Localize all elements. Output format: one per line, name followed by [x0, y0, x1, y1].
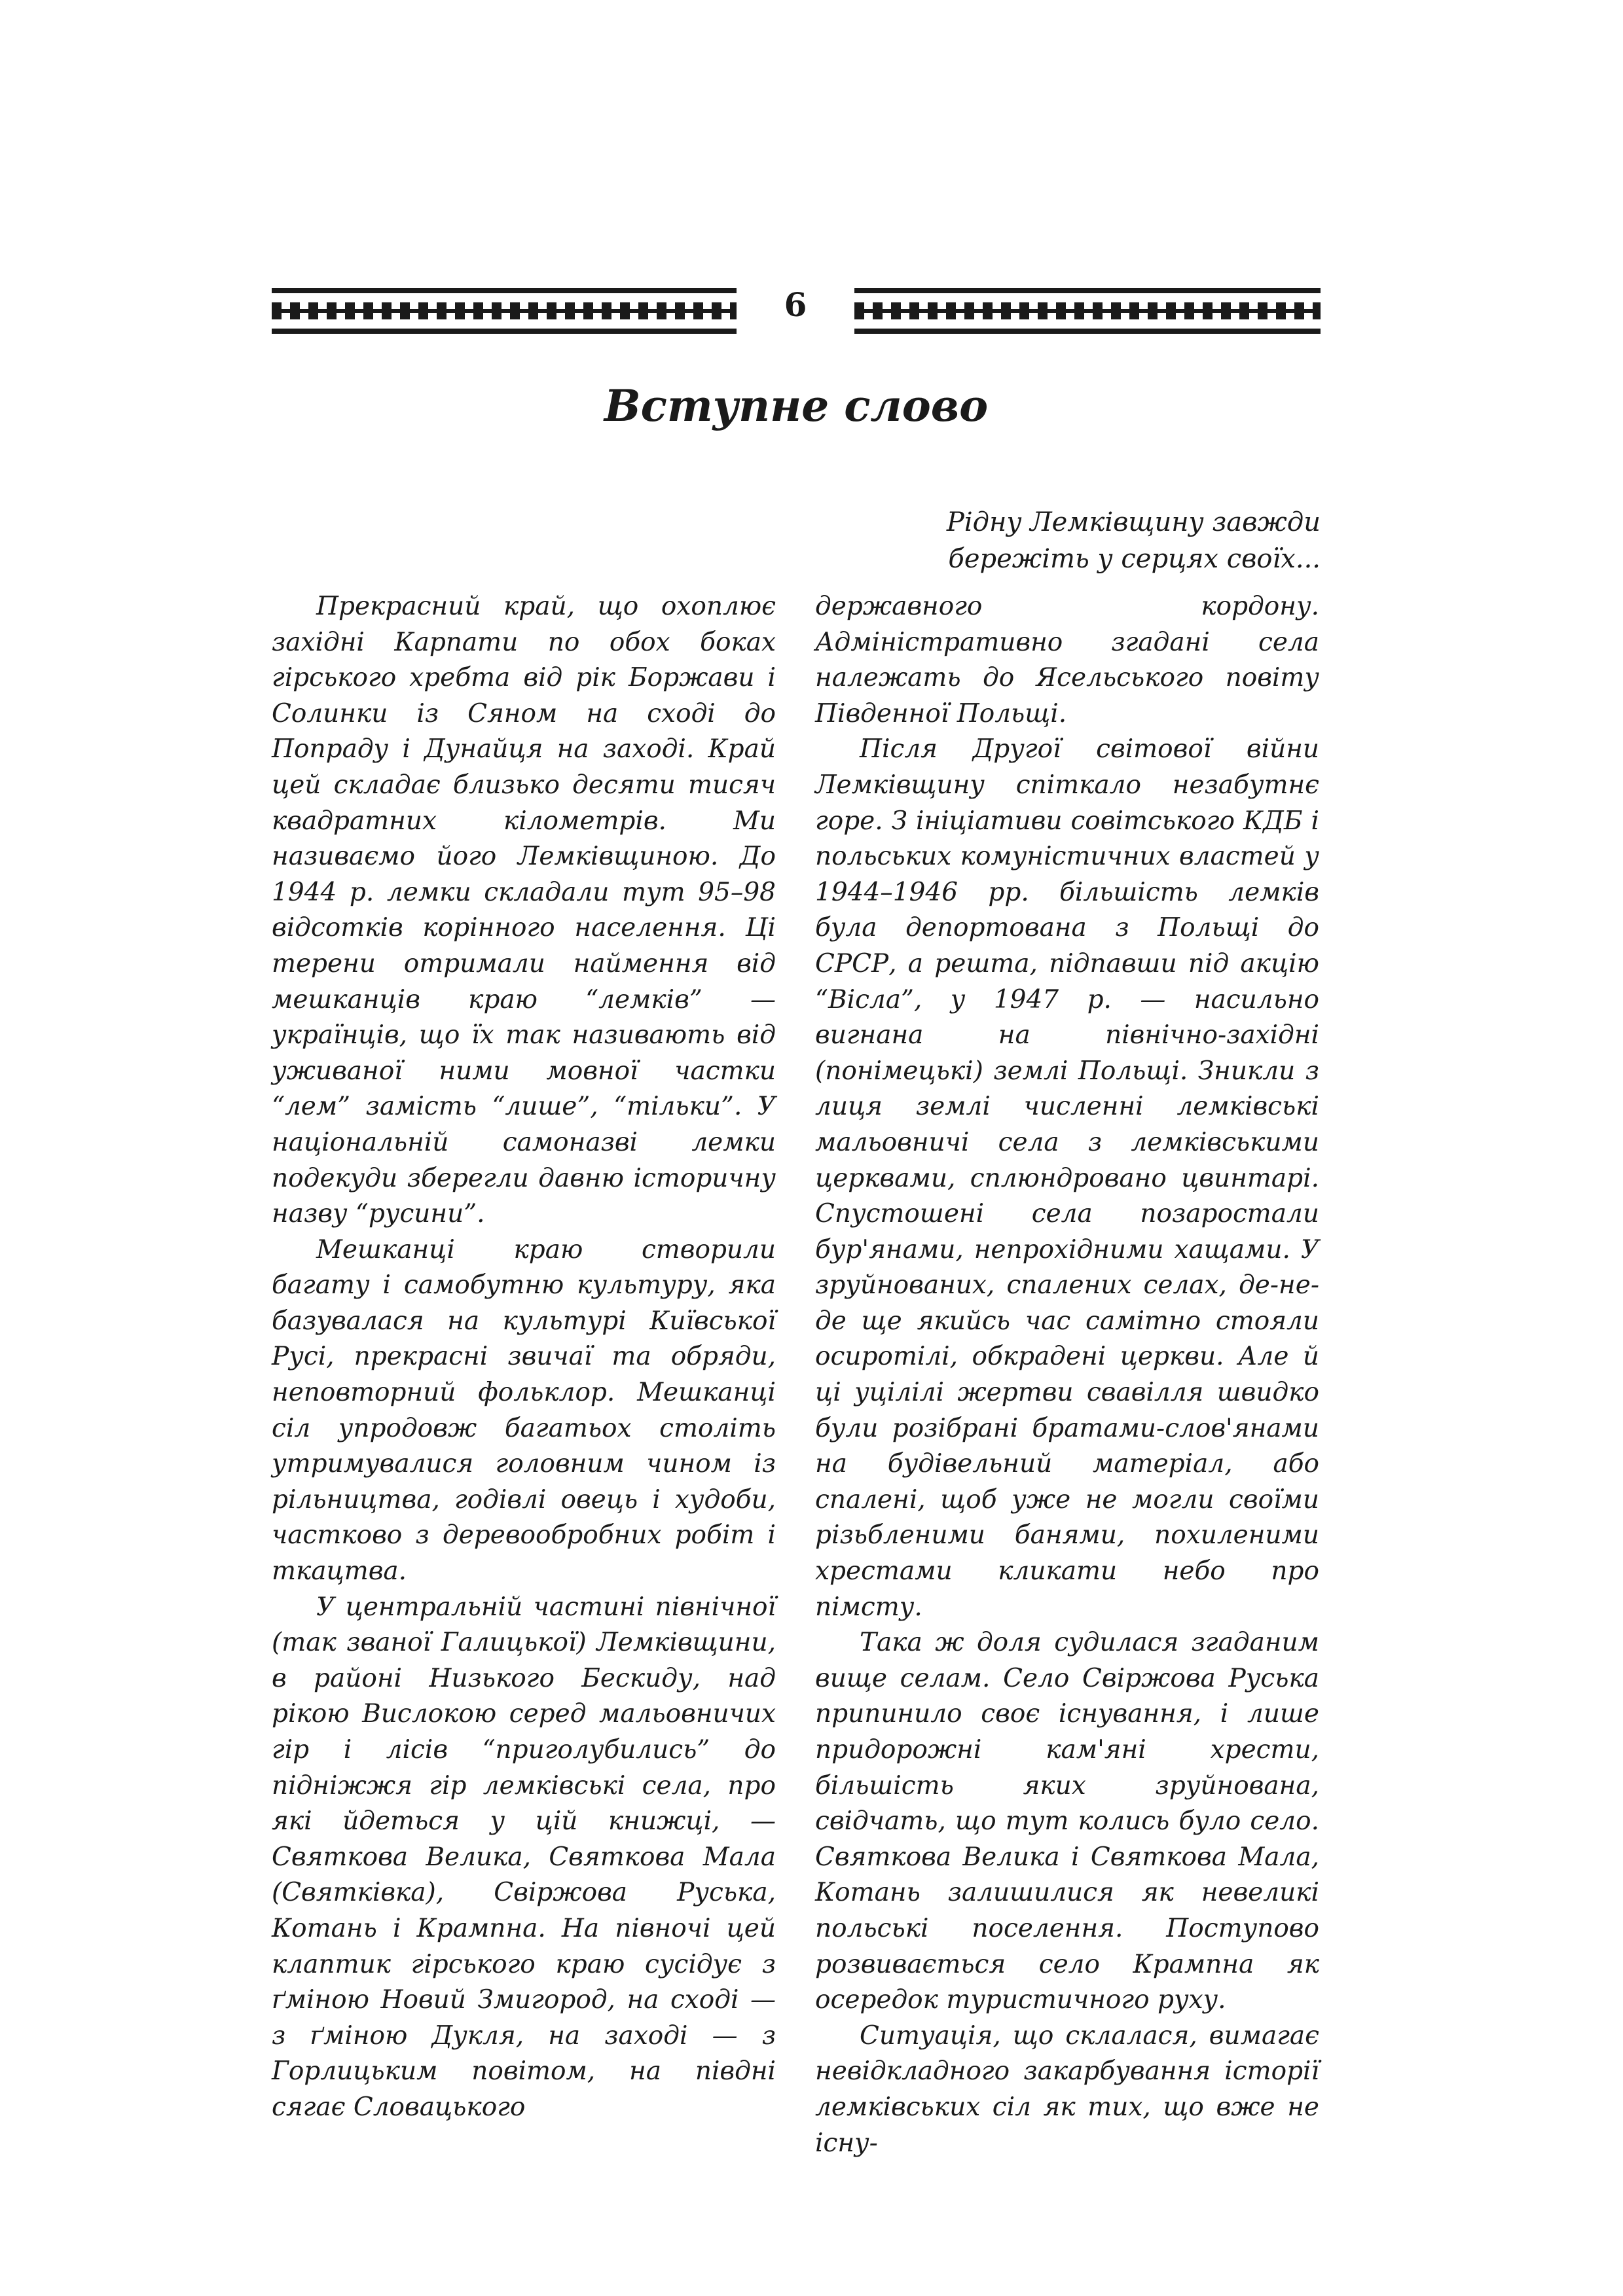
epigraph-line: Рідну Лемківщину завжди [946, 507, 1321, 537]
ornament-pattern [272, 302, 737, 319]
paragraph: Така ж доля судилася згаданим вище селам. Село Свіржова Руська припинило своє існування, і лише придорожні кам'яні хрести, більшість яких зруйнована, свідчать, що тут колись було село. Святкова Велика і Святкова Мала, Котань залишилися як невеликі польські поселення. Поступово розвивається село Крампна як осередок туристичного руху. [815, 1628, 1319, 2015]
header-ornament-right [854, 288, 1321, 334]
paragraph: Прекрасний край, що охоплює західні Карпати по обох боках гірського хребта від рік Боржави і Солинки із Сяном на сході до Попраду і Дунайця на заході. Край цей складає близько десяти тисяч квадратних кілометрів. Ми називаємо його Лемківщиною. До 1944 р. лемки складали тут 95–98 відсотків корінного населення. Ці терени отримали наймення від мешканців краю “лемків” — українців, що їх так називають від уживаної ними мовної частки “лем” замість “лише”, “тільки”. У національній самоназві лемки подекуди зберегли давню історичну назву “русини”. [272, 592, 776, 1229]
chapter-title: Вступне слово [604, 380, 989, 431]
paragraph: Ситуація, що склалася, вимагає невідкладного закарбування історії лемківських сіл як тих, що вже не існу- [815, 2020, 1319, 2158]
paragraph: У центральній частині північної (так званої Галицької) Лемківщини, в районі Низького Бескиду, над рікою Вислокою серед мальовничих гір і лісів “приголубились” до підніжжя гір лемківські села, про які йдеться у цій книжці, — Святкова Велика, Святкова Мала (Святківка), Свіржова Руська, Котань і Крампна. На півночі цей клаптик гірського краю сусідує з ґміною Новий Змигород, на сході — з ґміною Дукля, на заході — з Горлицьким повітом, на півдні сягає Словацького [272, 1592, 776, 2122]
header-ornament-left [272, 288, 737, 334]
ornament-line [272, 329, 737, 334]
ornament-line [854, 288, 1321, 293]
epigraph-line: бережіть у серцях своїх... [948, 544, 1321, 574]
text-column-left [272, 589, 776, 2126]
paragraph: Мешканці краю створили багату і самобутню культуру, яка базувалася на культурі Київської Русі, прекрасні звичаї та обряди, неповторний фольклор. Мешканці сіл упродовж багатьох століть утримувалися головним чином із рільництва, годівлі овець і худоби, частково з деревообробних робіт і ткацтва. [272, 1234, 776, 1587]
text-column-right [815, 589, 1319, 2161]
ornament-line [272, 288, 737, 293]
ornament-line [854, 329, 1321, 334]
paragraph: державного кордону. Адміністративно згадані села належать до Ясельського повіту Південної Польщі. [815, 592, 1319, 728]
page-number: 6 [784, 285, 807, 324]
paragraph: Після Другої світової війни Лемківщину спіткало незабутнє горе. З ініціативи совітського КДБ і польських комуністичних властей у 1944–1946 рр. більшість лемків була депортована з Польщі до СРСР, а решта, підпавши під акцію “Вісла”, у 1947 р. — насильно вигнана на північно-західні (понімецькі) землі Польщі. Зникли з лиця землі численні лемківські мальовничі села з лемківськими церквами, сплюндровано цвинтарі. Спустошені села позаростали бур'янами, непрохідними хащами. У зруйнованих, спалених селах, де-не-де ще якийсь час самітно стояли осиротілі, обкрадені церкви. Але й ці уцілілі жертви свавілля швидко були розібрані братами-слов'янами на будівельний матеріал, або спалені, щоб уже не могли своїми різьбленими банями, похиленими хрестами кликати небо про пімсту. [815, 734, 1319, 1622]
epigraph [812, 504, 1321, 577]
ornament-pattern [854, 302, 1321, 319]
